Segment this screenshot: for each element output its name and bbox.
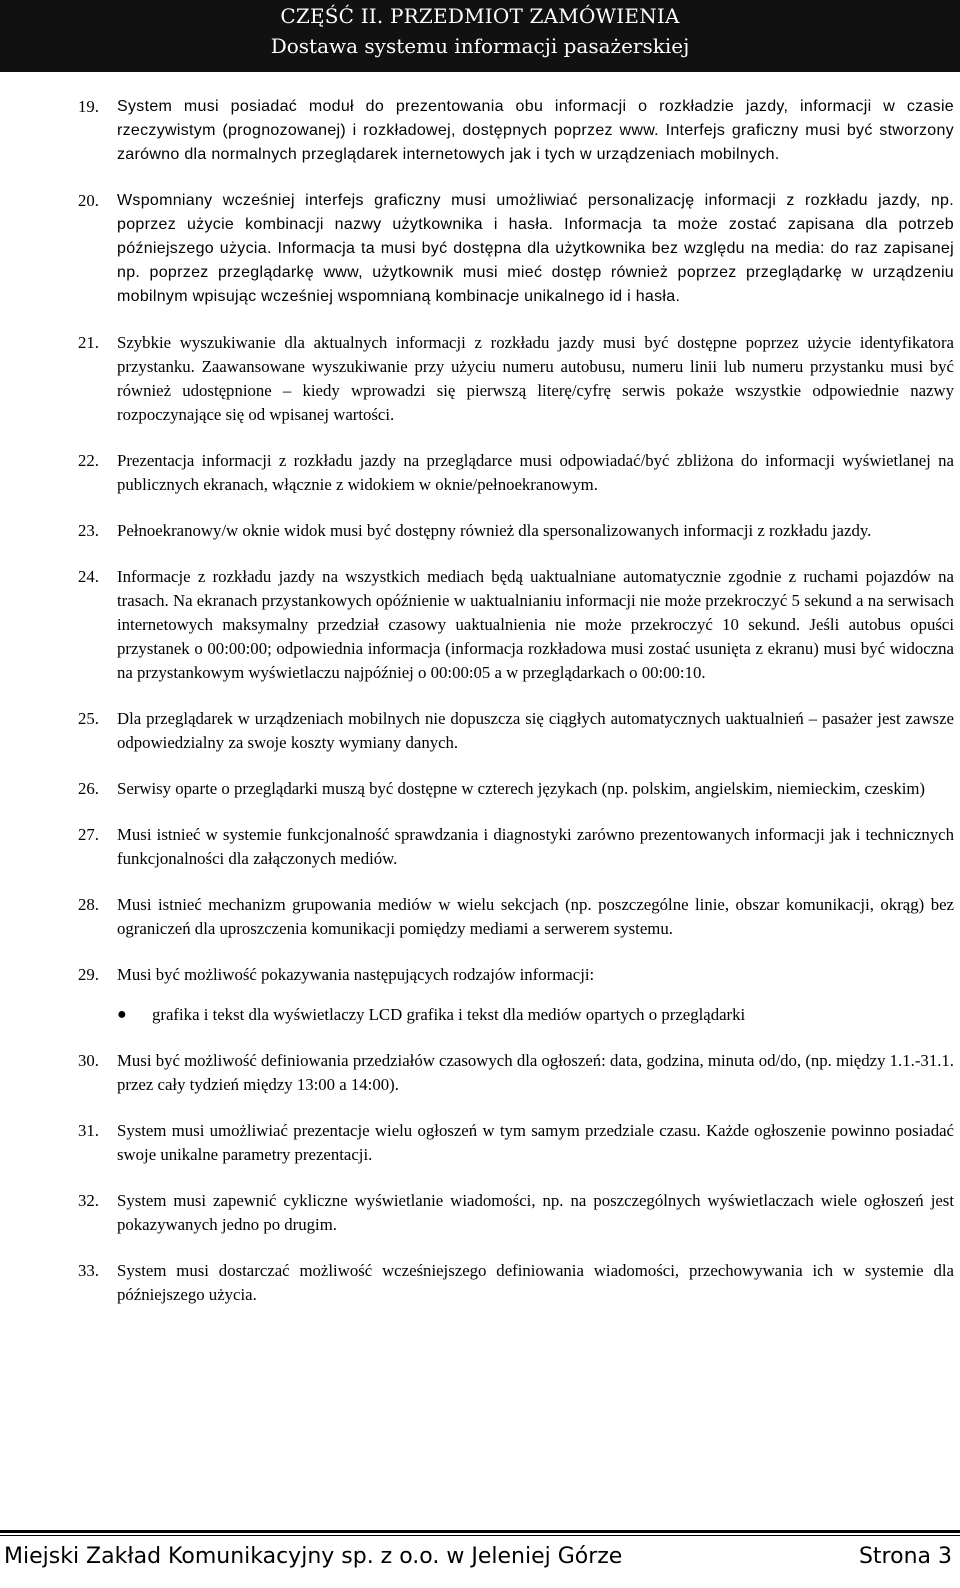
list-item-30 bbox=[78, 1049, 954, 1097]
item-text: System musi zapewnić cykliczne wyświetlanie wiadomości, np. na poszczególnych wyświetlaczach wiele ogłoszeń jest pokazywanych jedno po drugim. bbox=[117, 1191, 954, 1234]
bullet-text: grafika i tekst dla wyświetlaczy LCD grafika i tekst dla mediów opartych o przeglądarki bbox=[152, 1005, 746, 1024]
header-subtitle: Dostawa systemu informacji pasażerskiej bbox=[270, 34, 690, 58]
footer-company: Miejski Zakład Komunikacyjny sp. z o.o. w Jeleniej Górze bbox=[4, 1544, 623, 1569]
list-item-26 bbox=[78, 777, 954, 801]
list-item-29 bbox=[78, 963, 954, 987]
list-item-31 bbox=[78, 1119, 954, 1167]
list-item-22 bbox=[78, 449, 954, 497]
item-number: 33. bbox=[78, 1261, 99, 1280]
item-number: 23. bbox=[78, 521, 99, 540]
item-text: Musi być możliwość definiowania przedziałów czasowych dla ogłoszeń: data, godzina, minuta od/do, (np. między 1.1.-31.1. przez cały tydzień między 13:00 a 14:00). bbox=[117, 1051, 954, 1094]
item-text: Serwisy oparte o przeglądarki muszą być dostępne w czterech językach (np. polskim, angielskim, niemieckim, czeskim) bbox=[117, 779, 926, 798]
list-item-32 bbox=[78, 1189, 954, 1237]
bullet-icon: ● bbox=[117, 1006, 127, 1023]
footer-rule bbox=[0, 1530, 960, 1533]
header-title: CZĘŚĆ II. PRZEDMIOT ZAMÓWIENIA bbox=[280, 4, 680, 28]
list-item-28 bbox=[78, 893, 954, 941]
item-number: 26. bbox=[78, 779, 99, 798]
item-text: Informacje z rozkładu jazdy na wszystkich mediach będą uaktualniane automatycznie zgodnie z ruchami pojazdów na trasach. Na ekranach przystankowych opóźnienie w uaktualnianiu informacji nie może przekroczyć 5 sekund a na serwisach internetowych maksymalny przedział czasowy uaktualnienia nie może przekroczyć 10 sekund. Jeśli autobus opuści przystanek o 00:00:00; odpowiednia informacja (informacja rozkładowa musi zostać usunięta z ekranu) musi być widoczna na przystankowym wyświetlaczu najpóźniej o 00:00:05 a w przeglądarkach o 00:00:10. bbox=[117, 567, 954, 682]
page-header bbox=[0, 0, 960, 72]
item-number: 28. bbox=[78, 895, 99, 914]
item-number: 27. bbox=[78, 825, 99, 844]
page-footer bbox=[0, 1528, 960, 1588]
item-text: Musi istnieć w systemie funkcjonalność sprawdzania i diagnostyki zarówno prezentowanych informacji jak i technicznych funkcjonalności dla załączonych mediów. bbox=[117, 825, 954, 868]
list-item-21 bbox=[78, 331, 954, 427]
page-number: Strona 3 bbox=[858, 1544, 952, 1569]
document-body bbox=[78, 95, 954, 1329]
item-number: 29. bbox=[78, 965, 99, 984]
item-text: System musi posiadać moduł do prezentowania obu informacji o rozkładzie jazdy, informacji w czasie rzeczywistym (prognozowanej) i rozkładowej, dostępnych poprzez www. Interfejs graficzny musi być stworzony zarówno dla normalnych przeglądarek internetowych jak i tych w urządzeniach mobilnych. bbox=[117, 98, 954, 163]
list-item-23 bbox=[78, 519, 954, 543]
list-item-27 bbox=[78, 823, 954, 871]
item-text: Pełnoekranowy/w oknie widok musi być dostępny również dla spersonalizowanych informacji z rozkładu jazdy. bbox=[117, 521, 872, 540]
list-item-20 bbox=[78, 189, 954, 309]
item-text: Musi istnieć mechanizm grupowania mediów w wielu sekcjach (np. poszczególne linie, obszar komunikacji, okrąg) bez ograniczeń dla uproszczenia komunikacji pomiędzy mediami a serwerem systemu. bbox=[117, 895, 954, 938]
item-text: Wspomniany wcześniej interfejs graficzny musi umożliwiać personalizację informacji z rozkładu jazdy, np. poprzez użycie kombinacji nazwy użytkownika i hasła. Informacja ta może zostać zapisana dla potrzeb późniejszego użycia. Informacja ta musi być dostępna dla użytkownika bez względu na media: do raz zapisanej np. poprzez przeglądarkę www, użytkownik musi mieć dostęp również poprzez przeglądarkę w urządzeniu mobilnym wpisując wcześniej wspomnianą kombinacje unikalnego id i hasła. bbox=[117, 192, 954, 305]
item-number: 22. bbox=[78, 451, 99, 470]
item-number: 24. bbox=[78, 567, 99, 586]
item-text: System musi umożliwiać prezentacje wielu ogłoszeń w tym samym przedziale czasu. Każde ogłoszenie powinno posiadać swoje unikalne parametry prezentacji. bbox=[117, 1121, 954, 1164]
item-text: Szybkie wyszukiwanie dla aktualnych informacji z rozkładu jazdy musi być dostępne poprzez użycie identyfikatora przystanku. Zaawansowane wyszukiwanie przy użyciu numeru autobusu, numeru linii lub numeru przystanku musi być również udostępnione – kiedy wprowadzi się pierwszą literę/cyfrę serwis pokaże wszystkie odpowiednie nazwy rozpoczynające się od wpisanej wartości. bbox=[117, 333, 954, 424]
item-number: 21. bbox=[78, 333, 99, 352]
footer-rule-thin bbox=[0, 1535, 960, 1536]
item-text: Dla przeglądarek w urządzeniach mobilnych nie dopuszcza się ciągłych automatycznych uaktualnień – pasażer jest zawsze odpowiedzialny za swoje koszty wymiany danych. bbox=[117, 709, 954, 752]
item-number: 32. bbox=[78, 1191, 99, 1210]
list-item-24 bbox=[78, 565, 954, 685]
item-text: System musi dostarczać możliwość wcześniejszego definiowania wiadomości, przechowywania ich w systemie dla późniejszego użycia. bbox=[117, 1261, 954, 1304]
item-number: 30. bbox=[78, 1051, 99, 1070]
bullet-item bbox=[117, 1003, 954, 1027]
item-text: Prezentacja informacji z rozkładu jazdy na przeglądarce musi odpowiadać/być zbliżona do informacji wyświetlanej na publicznych ekranach, włącznie z widokiem w oknie/pełnoekranowym. bbox=[117, 451, 954, 494]
list-item-33 bbox=[78, 1259, 954, 1307]
item-number: 31. bbox=[78, 1121, 99, 1140]
list-item-25 bbox=[78, 707, 954, 755]
item-number: 25. bbox=[78, 709, 99, 728]
item-number: 19. bbox=[78, 97, 99, 116]
list-item-19 bbox=[78, 95, 954, 167]
item-text: Musi być możliwość pokazywania następujących rodzajów informacji: bbox=[117, 965, 595, 984]
item-number: 20. bbox=[78, 191, 99, 210]
